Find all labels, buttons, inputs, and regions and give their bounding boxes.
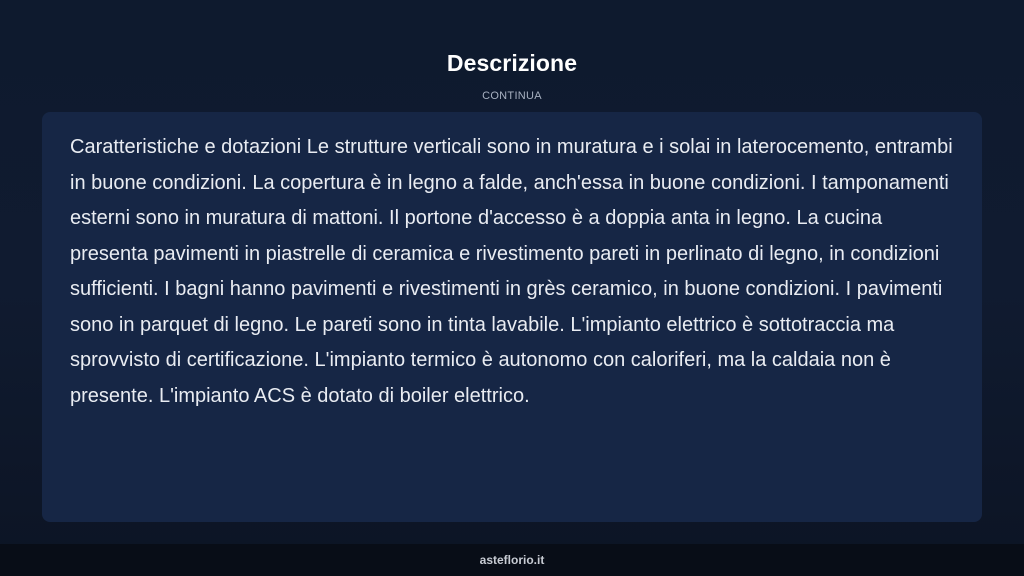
- footer-bar: [0, 544, 1024, 576]
- footer-brand: asteflorio.it: [479, 553, 545, 567]
- page-title: Descrizione: [446, 50, 578, 76]
- description-text: Caratteristiche e dotazioni Le strutture verticali sono in muratura e i solai in laterocemento, entrambi in buone condizioni. La copertura è in legno a falde, anch'essa in buone condizioni. I tamponamenti esterni sono in muratura di mattoni. Il portone d'accesso è a doppia anta in legno. La cucina presenta pavimenti in piastrelle di ceramica e rivestimento pareti in perlinato di legno, in condizioni sufficienti. I bagni hanno pavimenti e rivestimenti in grès ceramico, in buone condizioni. I pavimenti sono in parquet di legno. Le pareti sono in tinta lavabile. L'impianto elettrico è sottotraccia ma sprovvisto di certificazione. L'impianto termico è autonomo con caloriferi, ma la caldaia non è presente. L'impianto ACS è dotato di boiler elettrico.: [70, 136, 953, 407]
- description-card: [42, 112, 982, 522]
- continuation-label: CONTINUA: [482, 90, 542, 102]
